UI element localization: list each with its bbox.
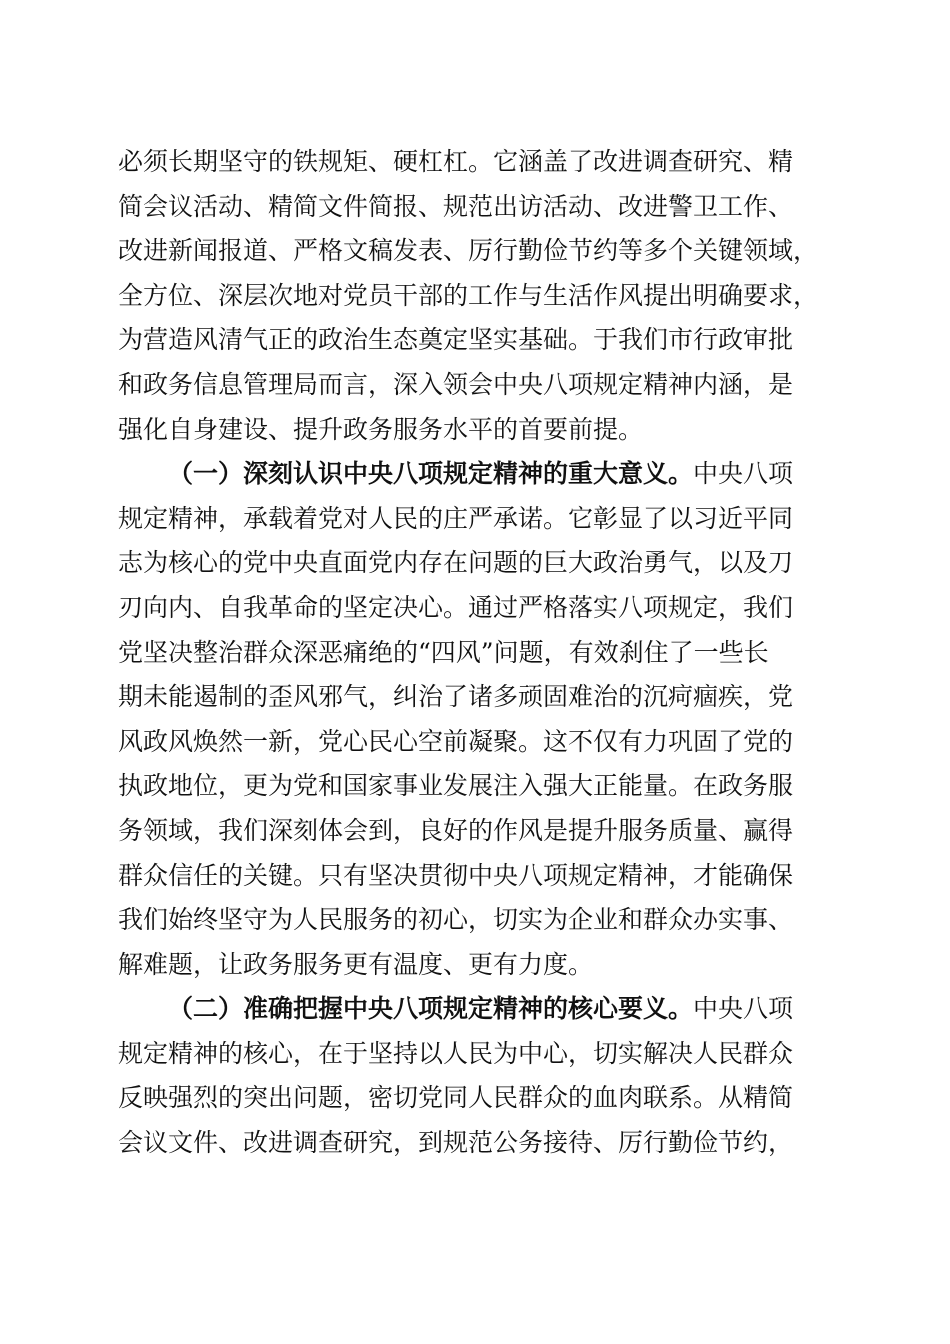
paragraph-line: 强化自身建设、提升政务服务水平的首要前提。 <box>118 414 644 444</box>
paragraph-line: 解难题，让政务服务更有温度、更有力度。 <box>118 949 594 979</box>
paragraph-first-line <box>118 987 858 1032</box>
paragraph-first-line <box>118 452 858 497</box>
heading-line-rest: 中央八项 <box>693 994 794 1024</box>
paragraph-line: 和政务信息管理局而言，深入领会中央八项规定精神内涵，是 <box>118 369 794 399</box>
paragraph-2 <box>118 452 858 987</box>
paragraph-3 <box>118 987 858 1165</box>
paragraph-line: 为营造风清气正的政治生态奠定坚实基础。于我们市行政审批 <box>118 325 794 355</box>
paragraph-line: 志为核心的党中央直面党内存在问题的巨大政治勇气，以及刀 <box>118 548 794 578</box>
paragraph-line: 简会议活动、精简文件简报、规范出访活动、改进警卫工作、 <box>118 191 794 221</box>
paragraph-line: 改进新闻报道、严格文稿发表、厉行勤俭节约等多个关键领域， <box>118 236 819 266</box>
paragraph-line: 执政地位，更为党和国家事业发展注入强大正能量。在政务服 <box>118 771 794 801</box>
paragraph-line: 期未能遏制的歪风邪气，纠治了诸多顽固难治的沉疴痼疾，党 <box>118 682 794 712</box>
section-heading: （一）深刻认识中央八项规定精神的重大意义。 <box>168 459 694 489</box>
paragraph-line: 规定精神，承载着党对人民的庄严承诺。它彰显了以习近平同 <box>118 503 794 533</box>
heading-line-rest: 中央八项 <box>693 459 794 489</box>
paragraph-line: 刃向内、自我革命的坚定决心。通过严格落实八项规定，我们 <box>118 592 794 622</box>
paragraph-line: 必须长期坚守的铁规矩、硬杠杠。它涵盖了改进调查研究、精 <box>118 147 794 176</box>
section-heading: （二）准确把握中央八项规定精神的核心要义。 <box>168 994 694 1024</box>
paragraph-line: 务领域，我们深刻体会到，良好的作风是提升服务质量、赢得 <box>118 815 794 845</box>
paragraph-line: 全方位、深层次地对党员干部的工作与生活作风提出明确要求， <box>118 280 819 310</box>
paragraph-line: 会议文件、改进调查研究，到规范公务接待、厉行勤俭节约， <box>118 1128 794 1158</box>
document-body <box>118 140 858 1166</box>
paragraph-line: 反映强烈的突出问题，密切党同人民群众的血肉联系。从精简 <box>118 1083 794 1113</box>
paragraph-line: 群众信任的关键。只有坚决贯彻中央八项规定精神，才能确保 <box>118 860 794 890</box>
paragraph-line: 风政风焕然一新，党心民心空前凝聚。这不仅有力巩固了党的 <box>118 726 794 756</box>
paragraph-1 <box>118 140 858 452</box>
paragraph-line: 我们始终坚守为人民服务的初心，切实为企业和群众办实事、 <box>118 905 794 935</box>
paragraph-line: 规定精神的核心，在于坚持以人民为中心，切实解决人民群众 <box>118 1038 794 1068</box>
paragraph-line: 党坚决整治群众深恶痛绝的“四风”问题，有效刹住了一些长 <box>118 637 769 667</box>
